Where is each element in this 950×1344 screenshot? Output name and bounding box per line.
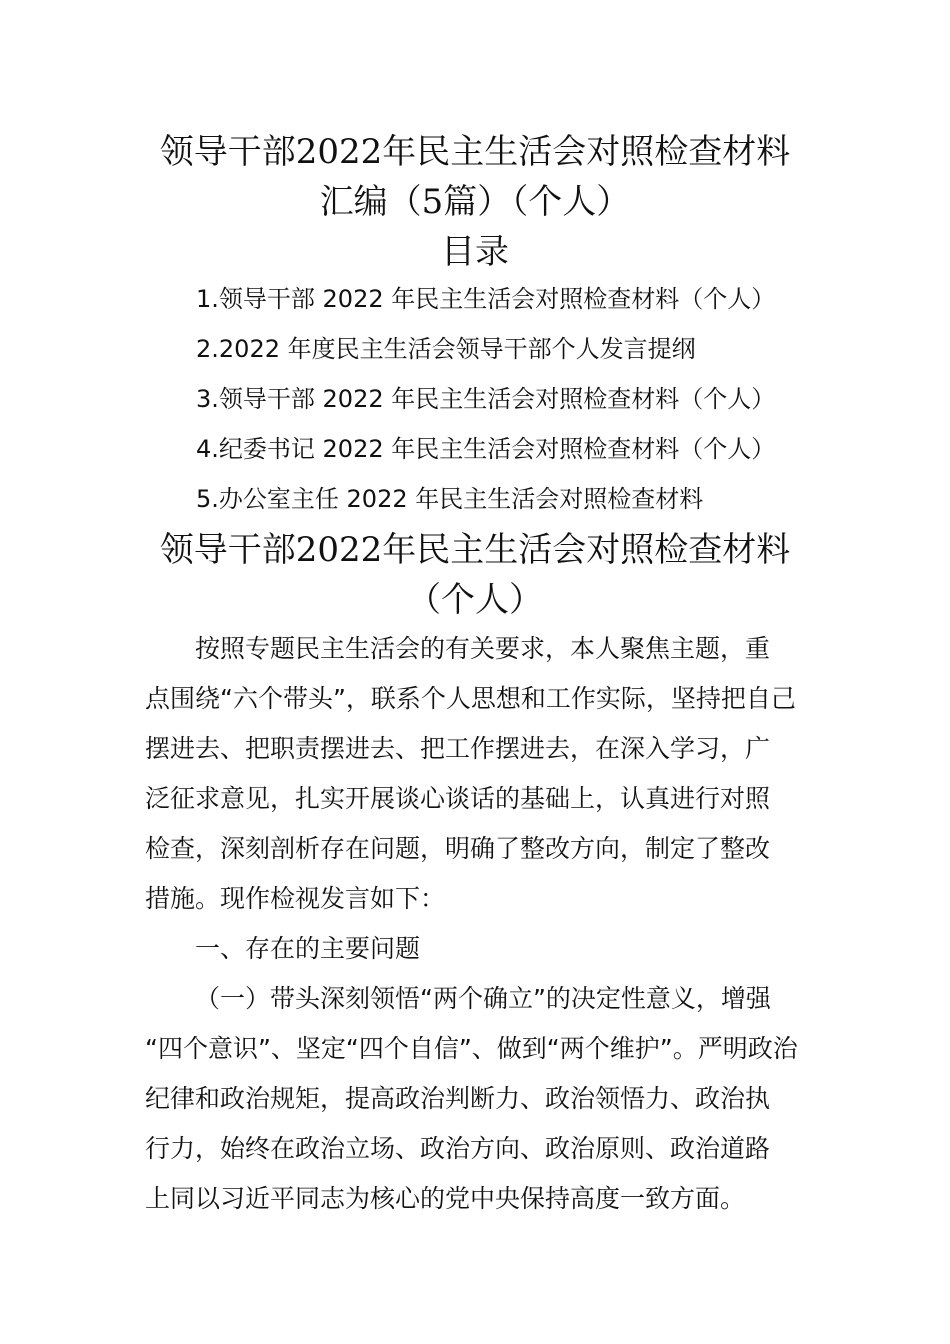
toc-item: 4.纪委书记 2022 年民主生活会对照检查材料（个人） [196,435,776,463]
compilation-title-line-2: 汇编（5篇）（个人） [319,182,631,222]
section-heading: 一、存在的主要问题 [195,934,421,963]
subsection-paragraph-line: 上同以习近平同志为核心的党中央保持高度一致方面。 [145,1184,746,1213]
toc-item: 1.领导干部 2022 年民主生活会对照检查材料（个人） [196,285,776,313]
toc-item: 2.2022 年度民主生活会领导干部个人发言提纲 [196,335,696,363]
toc-heading: 目录 [441,232,509,272]
subsection-paragraph-line: 行力，始终在政治立场、政治方向、政治原则、政治道路 [145,1134,771,1163]
intro-paragraph-line: 按照专题民主生活会的有关要求，本人聚焦主题，重 [195,634,771,663]
article-title-line-2: （个人） [407,580,543,620]
subsection-paragraph-line: “四个意识”、坚定“四个自信”、做到“两个维护”。严明政治 [145,1034,798,1063]
subsection-paragraph-line: （一）带头深刻领悟“两个确立”的决定性意义，增强 [195,984,771,1013]
compilation-title-line-1: 领导干部2022年民主生活会对照检查材料 [159,132,791,172]
article-title-line-1: 领导干部2022年民主生活会对照检查材料 [159,530,791,570]
intro-paragraph-line: 点围绕“六个带头”，联系个人思想和工作实际，坚持把自己 [145,684,796,713]
toc-item: 5.办公室主任 2022 年民主生活会对照检查材料 [196,485,704,513]
intro-paragraph-line: 措施。现作检视发言如下： [145,884,446,913]
intro-paragraph-line: 摆进去、把职责摆进去、把工作摆进去，在深入学习，广 [145,734,771,763]
subsection-paragraph-line: 纪律和政治规矩，提高政治判断力、政治领悟力、政治执 [145,1084,771,1113]
intro-paragraph-line: 泛征求意见，扎实开展谈心谈话的基础上，认真进行对照 [145,784,771,813]
toc-item: 3.领导干部 2022 年民主生活会对照检查材料（个人） [196,385,776,413]
intro-paragraph-line: 检查，深刻剖析存在问题，明确了整改方向，制定了整改 [145,834,771,863]
